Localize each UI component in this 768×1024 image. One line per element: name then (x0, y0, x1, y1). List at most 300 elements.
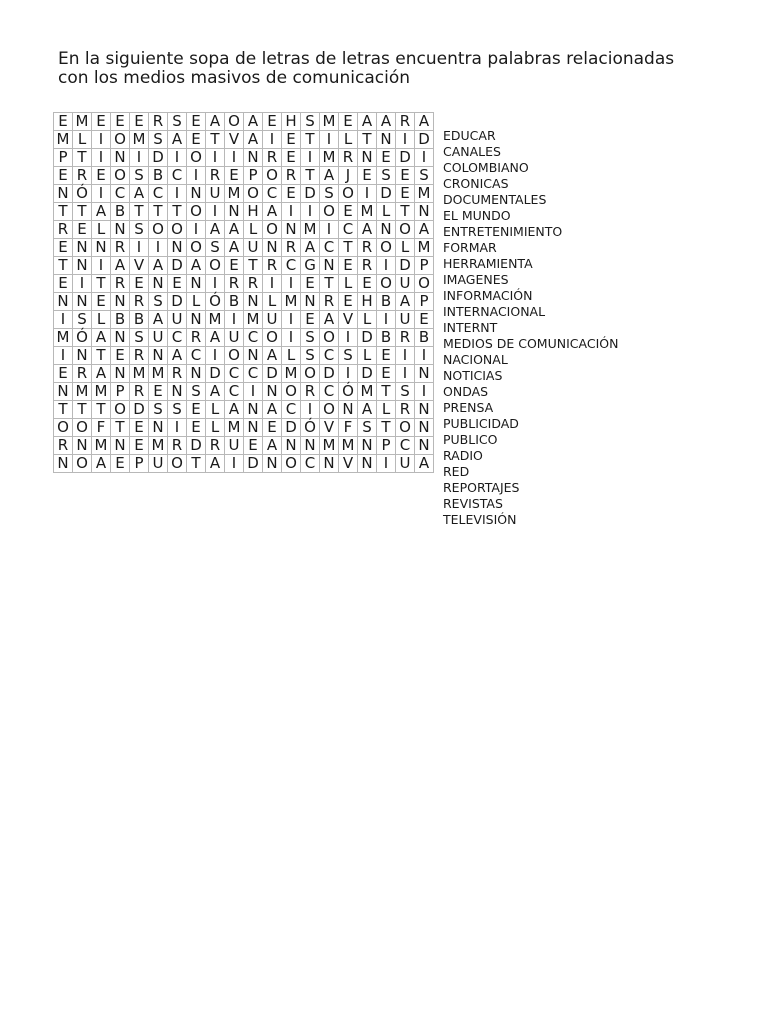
grid-cell: T (396, 203, 415, 221)
grid-cell: M (415, 239, 434, 257)
grid-cell: R (263, 149, 282, 167)
grid-cell: I (396, 347, 415, 365)
grid-cell: S (377, 167, 396, 185)
grid-cell: T (339, 239, 358, 257)
grid-cell: S (396, 383, 415, 401)
grid-cell: R (111, 239, 130, 257)
grid-cell: B (111, 203, 130, 221)
grid-cell: C (244, 365, 263, 383)
grid-cell: E (54, 239, 73, 257)
grid-cell: S (301, 347, 320, 365)
grid-cell: A (92, 329, 111, 347)
grid-row (54, 185, 434, 203)
grid-cell: S (168, 401, 187, 419)
grid-cell: U (149, 329, 168, 347)
grid-cell: N (111, 365, 130, 383)
grid-cell: G (301, 257, 320, 275)
grid-cell: T (73, 401, 92, 419)
grid-cell: O (320, 401, 339, 419)
grid-cell: S (320, 185, 339, 203)
grid-cell: N (415, 401, 434, 419)
grid-cell: E (282, 131, 301, 149)
grid-cell: N (377, 221, 396, 239)
grid-cell: F (339, 419, 358, 437)
grid-cell: B (149, 167, 168, 185)
word-list-item: INTERNT (443, 320, 498, 335)
grid-cell: A (206, 329, 225, 347)
grid-cell: D (282, 419, 301, 437)
grid-cell: O (168, 221, 187, 239)
grid-cell: I (320, 221, 339, 239)
grid-cell: C (149, 185, 168, 203)
grid-cell: U (396, 455, 415, 473)
grid-cell: I (206, 203, 225, 221)
grid-cell: M (225, 419, 244, 437)
grid-cell: I (168, 149, 187, 167)
grid-cell: C (396, 437, 415, 455)
grid-cell: M (358, 203, 377, 221)
grid-cell: C (339, 221, 358, 239)
grid-cell: S (130, 329, 149, 347)
grid-cell: I (282, 311, 301, 329)
grid-cell: I (320, 131, 339, 149)
grid-cell: O (111, 131, 130, 149)
grid-cell: S (301, 329, 320, 347)
grid-cell: B (415, 329, 434, 347)
grid-row (54, 437, 434, 455)
grid-cell: N (244, 149, 263, 167)
grid-cell: O (168, 455, 187, 473)
grid-cell: T (377, 419, 396, 437)
grid-cell: A (263, 347, 282, 365)
grid-cell: N (73, 257, 92, 275)
grid-cell: C (301, 455, 320, 473)
grid-cell: A (225, 401, 244, 419)
grid-cell: O (377, 275, 396, 293)
grid-cell: C (168, 329, 187, 347)
grid-cell: R (339, 149, 358, 167)
grid-cell: N (244, 401, 263, 419)
grid-cell: E (73, 221, 92, 239)
word-list-item: INTERNACIONAL (443, 304, 546, 319)
grid-cell: P (244, 167, 263, 185)
grid-row (54, 365, 434, 383)
grid-cell: N (111, 437, 130, 455)
grid-cell: S (206, 239, 225, 257)
grid-cell: C (225, 365, 244, 383)
instructions-text (58, 50, 698, 88)
word-list-item: RED (443, 464, 470, 479)
grid-row (54, 311, 434, 329)
grid-cell: I (92, 131, 111, 149)
grid-cell: U (168, 311, 187, 329)
grid-cell: C (320, 347, 339, 365)
grid-cell: E (263, 419, 282, 437)
grid-cell: O (320, 329, 339, 347)
grid-cell: E (54, 167, 73, 185)
grid-cell: N (187, 185, 206, 203)
grid-cell: E (396, 185, 415, 203)
grid-cell: E (54, 365, 73, 383)
grid-row (54, 275, 434, 293)
grid-cell: L (358, 347, 377, 365)
grid-cell: I (225, 311, 244, 329)
grid-cell: J (339, 167, 358, 185)
grid-cell: N (377, 131, 396, 149)
grid-cell: R (130, 293, 149, 311)
grid-cell: B (377, 329, 396, 347)
grid-cell: O (111, 167, 130, 185)
grid-cell: E (301, 275, 320, 293)
grid-cell: N (263, 239, 282, 257)
grid-cell: N (244, 293, 263, 311)
grid-cell: S (301, 113, 320, 131)
grid-cell: I (282, 275, 301, 293)
grid-cell: M (54, 329, 73, 347)
grid-cell: I (168, 419, 187, 437)
grid-cell: M (320, 437, 339, 455)
grid-cell: D (358, 365, 377, 383)
grid-cell: N (225, 203, 244, 221)
grid-row (54, 329, 434, 347)
grid-cell: T (187, 455, 206, 473)
grid-cell: S (168, 113, 187, 131)
grid-cell: L (396, 239, 415, 257)
grid-cell: I (73, 275, 92, 293)
grid-cell: U (396, 275, 415, 293)
grid-cell: N (263, 455, 282, 473)
grid-row (54, 221, 434, 239)
grid-cell: C (282, 257, 301, 275)
grid-cell: M (149, 437, 168, 455)
grid-cell: B (377, 293, 396, 311)
grid-cell: N (168, 383, 187, 401)
grid-cell: O (187, 149, 206, 167)
grid-cell: M (282, 365, 301, 383)
grid-cell: M (415, 185, 434, 203)
grid-cell: A (377, 113, 396, 131)
grid-cell: R (282, 239, 301, 257)
grid-cell: N (54, 185, 73, 203)
grid-cell: O (396, 419, 415, 437)
grid-cell: O (263, 167, 282, 185)
grid-cell: I (377, 257, 396, 275)
grid-cell: I (187, 221, 206, 239)
word-list-item: NACIONAL (443, 352, 508, 367)
grid-row (54, 347, 434, 365)
instructions-line-1: En la siguiente sopa de letras de letras encuentra palabras relacionadas (58, 49, 675, 69)
grid-cell: A (358, 401, 377, 419)
grid-cell: Ó (73, 185, 92, 203)
grid-cell: E (149, 383, 168, 401)
grid-cell: A (206, 221, 225, 239)
word-list-item: REPORTAJES (443, 480, 520, 495)
grid-cell: E (130, 113, 149, 131)
grid-cell: O (263, 329, 282, 347)
grid-cell: E (111, 347, 130, 365)
grid-cell: D (301, 185, 320, 203)
grid-cell: Ó (206, 293, 225, 311)
grid-cell: O (339, 185, 358, 203)
grid-cell: N (111, 149, 130, 167)
grid-cell: E (92, 167, 111, 185)
grid-cell: T (320, 275, 339, 293)
grid-cell: A (415, 455, 434, 473)
grid-row (54, 149, 434, 167)
grid-cell: A (244, 113, 263, 131)
grid-cell: R (396, 401, 415, 419)
grid-cell: A (396, 293, 415, 311)
grid-cell: A (206, 455, 225, 473)
grid-cell: I (377, 455, 396, 473)
grid-cell: S (130, 221, 149, 239)
grid-cell: A (358, 113, 377, 131)
grid-cell: S (73, 311, 92, 329)
grid-cell: E (130, 437, 149, 455)
grid-cell: D (244, 455, 263, 473)
grid-cell: L (244, 221, 263, 239)
grid-cell: T (92, 275, 111, 293)
grid-cell: O (206, 257, 225, 275)
grid-cell: I (130, 149, 149, 167)
grid-cell: A (111, 257, 130, 275)
grid-cell: N (187, 311, 206, 329)
grid-cell: I (263, 275, 282, 293)
grid-cell: P (130, 455, 149, 473)
grid-cell: A (301, 239, 320, 257)
grid-cell: P (377, 437, 396, 455)
grid-cell: D (415, 131, 434, 149)
grid-cell: S (130, 167, 149, 185)
grid-cell: A (415, 113, 434, 131)
grid-cell: A (244, 131, 263, 149)
word-list-item: ONDAS (443, 384, 489, 399)
grid-cell: A (320, 167, 339, 185)
grid-cell: A (168, 131, 187, 149)
grid-cell: E (111, 113, 130, 131)
grid-cell: A (187, 257, 206, 275)
grid-cell: E (111, 455, 130, 473)
grid-cell: I (415, 149, 434, 167)
grid-cell: V (130, 257, 149, 275)
grid-cell: C (187, 347, 206, 365)
grid-row (54, 383, 434, 401)
grid-cell: E (92, 113, 111, 131)
grid-cell: R (244, 275, 263, 293)
grid-cell: N (415, 419, 434, 437)
grid-cell: M (92, 383, 111, 401)
grid-cell: M (92, 437, 111, 455)
grid-cell: N (73, 239, 92, 257)
grid-cell: U (225, 437, 244, 455)
grid-cell: T (206, 131, 225, 149)
grid-cell: S (149, 401, 168, 419)
grid-cell: R (396, 113, 415, 131)
grid-cell: O (187, 239, 206, 257)
grid-cell: N (54, 455, 73, 473)
grid-cell: L (73, 131, 92, 149)
grid-cell: N (320, 257, 339, 275)
grid-cell: I (206, 347, 225, 365)
grid-cell: M (130, 131, 149, 149)
grid-cell: E (187, 419, 206, 437)
grid-cell: U (396, 311, 415, 329)
grid-cell: R (73, 167, 92, 185)
grid-cell: T (73, 203, 92, 221)
grid-cell: A (225, 221, 244, 239)
grid-cell: R (358, 257, 377, 275)
grid-cell: I (244, 383, 263, 401)
grid-cell: O (187, 203, 206, 221)
grid-cell: A (92, 203, 111, 221)
word-list-item: IMAGENES (443, 272, 509, 287)
grid-row (54, 239, 434, 257)
grid-cell: R (396, 329, 415, 347)
grid-cell: U (263, 311, 282, 329)
grid-cell: A (263, 437, 282, 455)
grid-cell: P (111, 383, 130, 401)
grid-cell: R (73, 365, 92, 383)
grid-cell: I (168, 185, 187, 203)
grid-cell: I (282, 329, 301, 347)
grid-cell: N (301, 437, 320, 455)
grid-cell: L (206, 401, 225, 419)
grid-cell: O (73, 455, 92, 473)
grid-cell: N (187, 275, 206, 293)
grid-cell: E (263, 113, 282, 131)
grid-cell: L (92, 221, 111, 239)
word-list-item: ENTRETENIMIENTO (443, 224, 563, 239)
grid-cell: I (396, 365, 415, 383)
grid-cell: C (282, 401, 301, 419)
grid-cell: A (92, 455, 111, 473)
word-list-item: TELEVISIÓN (443, 512, 517, 527)
grid-cell: T (301, 167, 320, 185)
grid-cell: I (339, 365, 358, 383)
grid-cell: E (225, 257, 244, 275)
grid-cell: R (358, 239, 377, 257)
grid-cell: D (168, 257, 187, 275)
grid-cell: N (92, 239, 111, 257)
grid-cell: A (415, 221, 434, 239)
grid-cell: M (225, 185, 244, 203)
grid-cell: S (187, 383, 206, 401)
grid-cell: N (54, 383, 73, 401)
grid-cell: O (377, 239, 396, 257)
grid-cell: H (244, 203, 263, 221)
word-list-item: RADIO (443, 448, 483, 463)
grid-cell: N (282, 437, 301, 455)
grid-cell: E (187, 401, 206, 419)
grid-cell: A (225, 239, 244, 257)
grid-row (54, 113, 434, 131)
grid-cell: T (92, 347, 111, 365)
grid-cell: T (73, 149, 92, 167)
grid-cell: L (377, 401, 396, 419)
grid-cell: D (396, 149, 415, 167)
word-list-item: PUBLICIDAD (443, 416, 519, 431)
grid-cell: T (111, 419, 130, 437)
grid-cell: N (73, 437, 92, 455)
grid-cell: I (149, 239, 168, 257)
grid-cell: R (206, 437, 225, 455)
grid-cell: B (225, 293, 244, 311)
word-list-item: CRONICAS (443, 176, 509, 191)
grid-cell: B (111, 311, 130, 329)
grid-cell: R (225, 275, 244, 293)
grid-cell: O (225, 113, 244, 131)
grid-cell: O (320, 203, 339, 221)
grid-cell: N (415, 203, 434, 221)
grid-cell: S (415, 167, 434, 185)
grid-cell: E (244, 437, 263, 455)
grid-cell: D (149, 149, 168, 167)
grid-cell: Ó (301, 419, 320, 437)
grid-cell: L (358, 311, 377, 329)
grid-cell: O (111, 401, 130, 419)
grid-cell: U (244, 239, 263, 257)
grid-cell: M (282, 293, 301, 311)
grid-cell: I (301, 203, 320, 221)
grid-cell: M (149, 365, 168, 383)
grid-cell: I (187, 167, 206, 185)
grid-cell: N (301, 293, 320, 311)
grid-cell: T (377, 383, 396, 401)
grid-cell: O (149, 221, 168, 239)
grid-cell: N (358, 455, 377, 473)
grid-cell: S (149, 293, 168, 311)
grid-cell: Ó (73, 329, 92, 347)
grid-cell: O (263, 221, 282, 239)
grid-cell: E (301, 311, 320, 329)
grid-cell: I (54, 347, 73, 365)
grid-cell: L (263, 293, 282, 311)
grid-cell: R (130, 347, 149, 365)
grid-cell: R (206, 167, 225, 185)
grid-cell: C (320, 383, 339, 401)
grid-cell: R (111, 275, 130, 293)
grid-cell: S (358, 419, 377, 437)
grid-cell: A (92, 365, 111, 383)
grid-cell: M (73, 113, 92, 131)
word-list (443, 128, 618, 528)
grid-cell: M (320, 113, 339, 131)
word-list-item: REVISTAS (443, 496, 503, 511)
word-list-item: EL MUNDO (443, 208, 511, 223)
grid-cell: A (168, 347, 187, 365)
grid-cell: A (149, 257, 168, 275)
grid-cell: I (263, 131, 282, 149)
word-list-item: COLOMBIANO (443, 160, 529, 175)
grid-cell: E (54, 275, 73, 293)
grid-cell: T (358, 131, 377, 149)
grid-cell: I (358, 185, 377, 203)
grid-cell: M (301, 221, 320, 239)
grid-cell: S (339, 347, 358, 365)
grid-cell: L (282, 347, 301, 365)
grid-cell: T (54, 401, 73, 419)
grid-cell: T (54, 257, 73, 275)
grid-cell: N (149, 275, 168, 293)
grid-cell: R (168, 365, 187, 383)
grid-cell: D (396, 257, 415, 275)
grid-cell: E (358, 275, 377, 293)
grid-cell: E (377, 347, 396, 365)
word-list-item: HERRAMIENTA (443, 256, 533, 271)
grid-row (54, 131, 434, 149)
grid-cell: P (54, 149, 73, 167)
grid-cell: E (92, 293, 111, 311)
